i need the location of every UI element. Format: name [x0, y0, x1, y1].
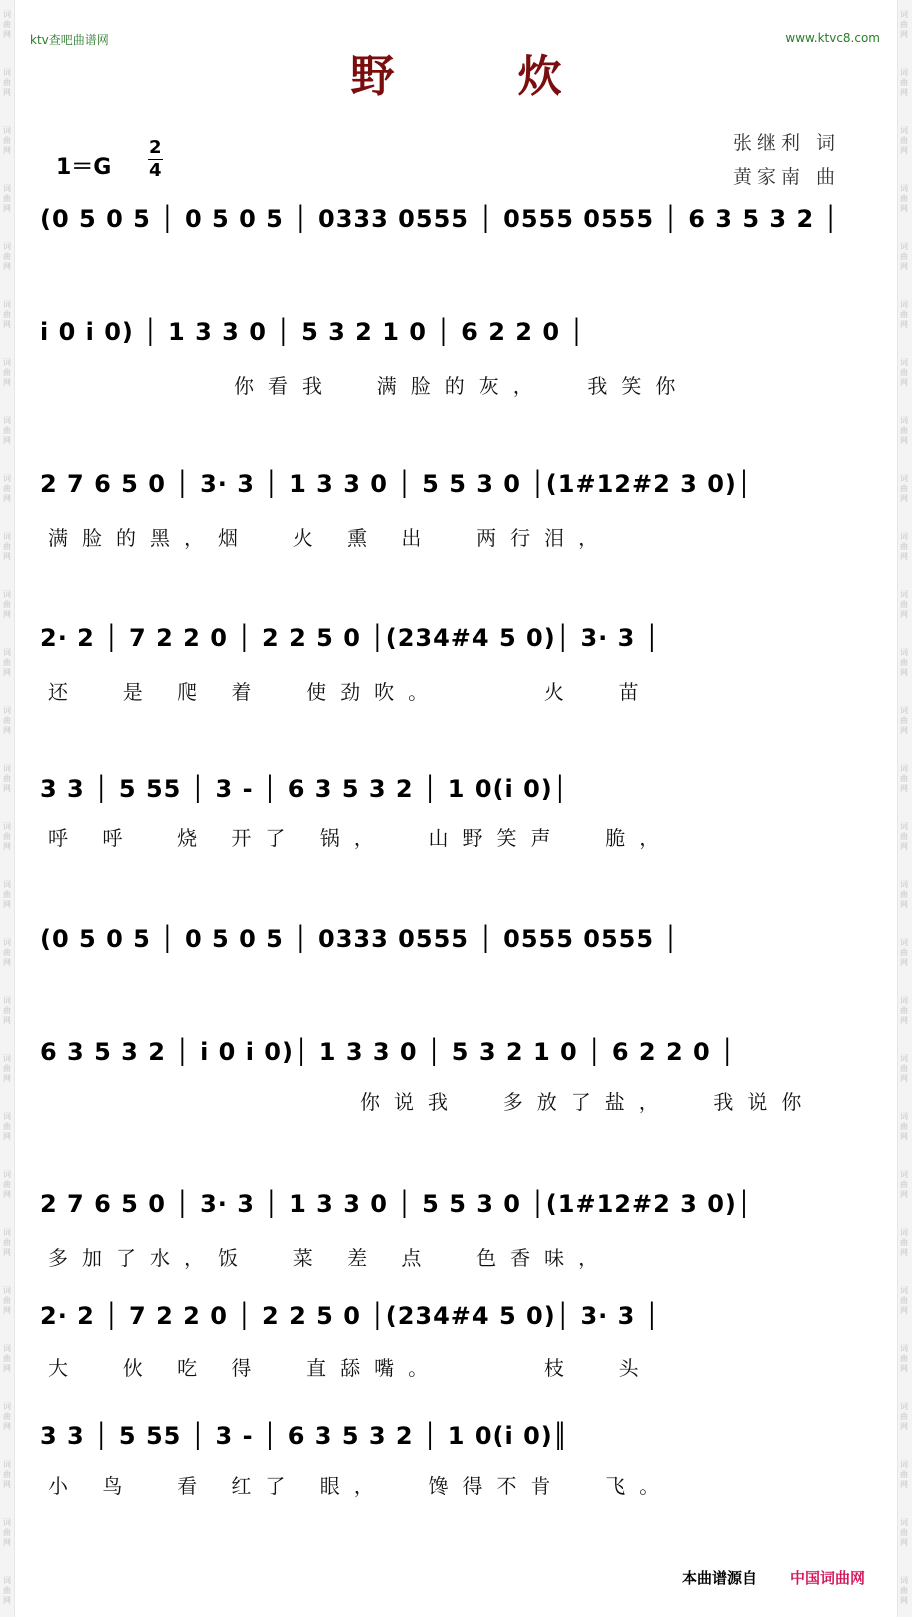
side-watermark-text: 词 曲 网 [3, 184, 11, 213]
side-watermark-text: 词 曲 网 [900, 68, 908, 97]
side-watermark-text: 词 曲 网 [3, 300, 11, 329]
site-url-right: www.ktvc8.com [785, 31, 880, 45]
lyric-line-10: 小 鸟 看 红了 眼， 馋得不肯 飞。 [48, 1474, 674, 1498]
side-watermark-text: 词 曲 网 [900, 358, 908, 387]
side-watermark-text: 词 曲 网 [900, 532, 908, 561]
score-line-9: 2· 2 │ 7 2 2 0 │ 2 2 5 0 │(234#4 5 0)│ 3· 3 │ [40, 1302, 661, 1330]
score-line-5: 3 3 │ 5 55 │ 3 - │ 6 3 5 3 2 │ 1 0(i 0)│ [40, 775, 569, 803]
side-watermark-text: 词 曲 网 [3, 1460, 11, 1489]
side-watermark-text: 词 曲 网 [900, 1286, 908, 1315]
side-watermark-text: 词 曲 网 [3, 1054, 11, 1083]
side-watermark-text: 词 曲 网 [3, 1112, 11, 1141]
side-watermark-text: 词 曲 网 [900, 1402, 908, 1431]
side-watermark-text: 词 曲 网 [3, 590, 11, 619]
lyricist-credit: 张继利 词 [733, 132, 841, 154]
side-watermark-text: 词 曲 网 [3, 938, 11, 967]
side-watermark-text: 词 曲 网 [3, 880, 11, 909]
score-line-2: i 0 i 0) │ 1 3 3 0 │ 5 3 2 1 0 │ 6 2 2 0 │ [40, 318, 585, 346]
side-watermark-text: 词 曲 网 [3, 358, 11, 387]
right-watermark-strip [897, 0, 912, 1617]
side-watermark-text: 词 曲 网 [3, 10, 11, 39]
side-watermark-text: 词 曲 网 [3, 474, 11, 503]
score-line-1: (0 5 0 5 │ 0 5 0 5 │ 0333 0555 │ 0555 0555 │ 6 3 5 3 2 │ [40, 205, 839, 233]
score-line-10: 3 3 │ 5 55 │ 3 - │ 6 3 5 3 2 │ 1 0(i 0)║ [40, 1422, 569, 1450]
key-signature: 1＝G [56, 155, 112, 180]
score-line-7: 6 3 5 3 2 │ i 0 i 0)│ 1 3 3 0 │ 5 3 2 1 0 │ 6 2 2 0 │ [40, 1038, 736, 1066]
source-site-link[interactable]: 中国词曲网 [790, 1569, 866, 1587]
side-watermark-text: 词 曲 网 [900, 938, 908, 967]
site-name-left: ktv查吧曲谱网 [30, 33, 109, 47]
time-signature-numerator: 2 [149, 137, 162, 158]
time-signature-denominator: 4 [149, 160, 162, 181]
score-line-3: 2 7 6 5 0 │ 3· 3 │ 1 3 3 0 │ 5 5 3 0 │(1#12#2 3 0)│ [40, 470, 753, 498]
side-watermark-text: 词 曲 网 [900, 126, 908, 155]
score-line-4: 2· 2 │ 7 2 2 0 │ 2 2 5 0 │(234#4 5 0)│ 3· 3 │ [40, 624, 661, 652]
side-watermark-text: 词 曲 网 [900, 300, 908, 329]
song-title: 野 炊 [350, 51, 616, 102]
side-watermark-text: 词 曲 网 [3, 1170, 11, 1199]
side-watermark-text: 词 曲 网 [3, 996, 11, 1025]
side-watermark-text: 词 曲 网 [3, 648, 11, 677]
side-watermark-text: 词 曲 网 [900, 1518, 908, 1547]
side-watermark-text: 词 曲 网 [3, 532, 11, 561]
side-watermark-text: 词 曲 网 [3, 822, 11, 851]
side-watermark-text: 词 曲 网 [3, 706, 11, 735]
side-watermark-text: 词 曲 网 [3, 126, 11, 155]
side-watermark-text: 词 曲 网 [900, 474, 908, 503]
lyric-line-5: 呼 呼 烧 开了 锅， 山野笑声 脆， [48, 826, 674, 850]
composer-credit: 黄家南 曲 [733, 166, 841, 188]
side-watermark-text: 词 曲 网 [900, 1228, 908, 1257]
side-watermark-text: 词 曲 网 [3, 1576, 11, 1605]
side-watermark-text: 词 曲 网 [900, 1054, 908, 1083]
side-watermark-text: 词 曲 网 [900, 1112, 908, 1141]
lyric-line-2: 你看我 满脸的灰， 我笑你 [234, 374, 690, 398]
score-line-8: 2 7 6 5 0 │ 3· 3 │ 1 3 3 0 │ 5 5 3 0 │(1#12#2 3 0)│ [40, 1190, 753, 1218]
time-signature [148, 138, 163, 181]
side-watermark-text: 词 曲 网 [900, 242, 908, 271]
side-watermark-text: 词 曲 网 [3, 764, 11, 793]
left-watermark-strip [0, 0, 15, 1617]
side-watermark-text: 词 曲 网 [900, 1344, 908, 1373]
side-watermark-text: 词 曲 网 [3, 242, 11, 271]
side-watermark-text: 词 曲 网 [900, 880, 908, 909]
side-watermark-text: 词 曲 网 [900, 10, 908, 39]
side-watermark-text: 词 曲 网 [3, 1344, 11, 1373]
credits [733, 126, 840, 194]
side-watermark-text: 词 曲 网 [900, 648, 908, 677]
side-watermark-text: 词 曲 网 [900, 590, 908, 619]
lyric-line-7: 你说我 多放了盐， 我说你 [360, 1090, 816, 1114]
score-line-6: (0 5 0 5 │ 0 5 0 5 │ 0333 0555 │ 0555 0555 │ [40, 925, 679, 953]
side-watermark-text: 词 曲 网 [900, 416, 908, 445]
side-watermark-text: 词 曲 网 [900, 996, 908, 1025]
side-watermark-text: 词 曲 网 [900, 1170, 908, 1199]
lyric-line-9: 大 伙 吃 得 直舔嘴。 枝 头 [48, 1356, 653, 1380]
side-watermark-text: 词 曲 网 [3, 416, 11, 445]
side-watermark-text: 词 曲 网 [3, 1518, 11, 1547]
side-watermark-text: 词 曲 网 [900, 184, 908, 213]
side-watermark-text: 词 曲 网 [3, 1402, 11, 1431]
source-label: 本曲谱源自 [682, 1569, 758, 1587]
side-watermark-text: 词 曲 网 [900, 1460, 908, 1489]
side-watermark-text: 词 曲 网 [900, 1576, 908, 1605]
side-watermark-text: 词 曲 网 [900, 764, 908, 793]
side-watermark-text: 词 曲 网 [3, 1286, 11, 1315]
lyric-line-3: 满脸的黑，烟 火 熏 出 两行泪， [48, 526, 613, 550]
side-watermark-text: 词 曲 网 [3, 68, 11, 97]
lyric-line-4: 还 是 爬 着 使劲吹。 火 苗 [48, 680, 653, 704]
side-watermark-text: 词 曲 网 [3, 1228, 11, 1257]
side-watermark-text: 词 曲 网 [900, 822, 908, 851]
side-watermark-text: 词 曲 网 [900, 706, 908, 735]
lyric-line-8: 多加了水，饭 菜 差 点 色香味， [48, 1246, 613, 1270]
